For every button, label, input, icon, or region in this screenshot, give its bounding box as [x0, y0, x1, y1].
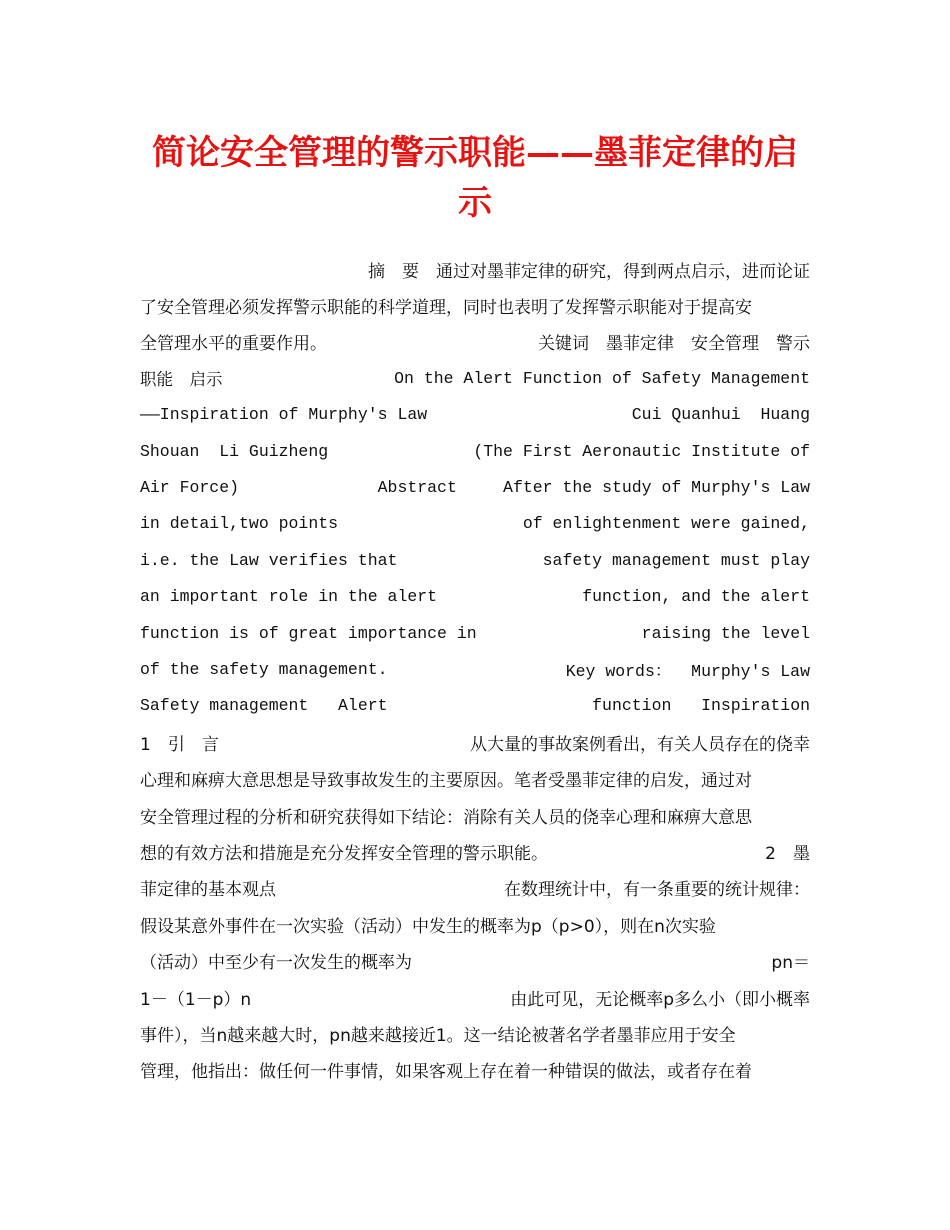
- text-line: [140, 870, 810, 906]
- text-line-left: ——Inspiration of Murphy′s Law: [140, 405, 428, 425]
- text-line: [140, 542, 810, 578]
- text-line: [140, 506, 810, 542]
- document-title: [130, 128, 820, 228]
- text-line: [140, 324, 810, 360]
- text-line: [140, 651, 810, 687]
- text-line-left: an important role in the alert: [140, 587, 438, 607]
- text-line: [140, 979, 810, 1015]
- text-line: [140, 579, 810, 615]
- text-line-right: pn＝: [771, 953, 810, 974]
- text-line-left: 职能 启示: [140, 371, 223, 391]
- text-line-right: 在数理统计中，有一条重要的统计规律：: [504, 880, 810, 901]
- text-line-right: safety management must play: [542, 550, 810, 570]
- text-line-right: function Inspiration: [592, 696, 810, 716]
- text-line-left: 1 引 言: [140, 734, 219, 755]
- text-line: [140, 251, 810, 287]
- text-line-left: function is of great importance in: [140, 623, 477, 643]
- text-line-left: 菲定律的基本观点: [140, 880, 276, 901]
- text-line: [140, 360, 810, 396]
- text-line: [140, 287, 810, 323]
- text-line: [140, 797, 810, 833]
- text-line-left: 管理，他指出：做任何一件事情，如果客观上存在着一种错误的做法，或者存在着: [140, 1062, 752, 1083]
- text-line-left: 想的有效方法和措施是充分发挥安全管理的警示职能。: [140, 843, 548, 864]
- text-line-right: of enlightenment were gained,: [522, 514, 810, 534]
- text-line-left: （活动）中至少有一次发生的概率为: [140, 953, 412, 974]
- text-line: [140, 761, 810, 797]
- text-line-left: 了安全管理必须发挥警示职能的科学道理，同时也表明了发挥警示职能对于提高安: [140, 297, 752, 318]
- text-line: [140, 906, 810, 942]
- text-line: [140, 397, 810, 433]
- text-line-right: 由此可见，无论概率p多么小（即小概率: [510, 989, 810, 1010]
- text-line: [140, 615, 810, 651]
- text-line-left: Shouan Li Guizheng: [140, 441, 329, 461]
- text-line: [140, 469, 810, 505]
- text-line-right: Cui Quanhui Huang: [631, 405, 810, 425]
- text-line-left: Air Force) Abstract: [140, 477, 457, 497]
- text-line-right: 摘 要 通过对墨菲定律的研究，得到两点启示，进而论证: [368, 261, 810, 282]
- text-line-right: 从大量的事故案例看出，有关人员存在的侥幸: [470, 734, 810, 755]
- text-line: [140, 943, 810, 979]
- text-line: [140, 433, 810, 469]
- text-line-left: i.e. the Law verifies that: [140, 550, 398, 570]
- text-line: [140, 833, 810, 869]
- title-line-2: 示: [458, 183, 492, 223]
- text-line-right: After the study of Murphy′s Law: [503, 477, 810, 497]
- text-line-right: raising the level: [641, 623, 810, 643]
- text-line-left: 全管理水平的重要作用。: [140, 334, 327, 355]
- text-line-left: 事件），当n越来越大时，pn越来越接近1。这一结论被著名学者墨菲应用于安全: [140, 1025, 736, 1046]
- text-line-right: function, and the alert: [582, 587, 810, 607]
- title-line-1: 简论安全管理的警示职能——墨菲定律的启: [152, 133, 798, 173]
- text-line-left: 心理和麻痹大意思想是导致事故发生的主要原因。笔者受墨菲定律的启发，通过对: [140, 771, 752, 792]
- text-line-right: 2 墨: [765, 843, 810, 864]
- text-line-left: 安全管理过程的分析和研究获得如下结论：消除有关人员的侥幸心理和麻痹大意思: [140, 807, 752, 828]
- text-line-right: On the Alert Function of Safety Management: [394, 368, 810, 388]
- text-line-left: Safety management Alert: [140, 696, 388, 716]
- text-line-left: of the safety management.: [140, 659, 388, 679]
- text-line-right: Key words： Murphy′s Law: [565, 662, 810, 682]
- text-line: [140, 1015, 810, 1051]
- text-line-right: 关键词 墨菲定律 安全管理 警示: [538, 334, 810, 355]
- text-line-left: in detail,two points: [140, 514, 339, 534]
- text-line: [140, 688, 810, 724]
- text-line: [140, 724, 810, 760]
- text-line-left: 1－（1－p）n: [140, 989, 252, 1010]
- text-line: [140, 1052, 810, 1088]
- text-line-right: (The First Aeronautic Institute of: [473, 441, 810, 461]
- text-line-left: 假设某意外事件在一次实验（活动）中发生的概率为p（p>0），则在n次实验: [140, 916, 716, 937]
